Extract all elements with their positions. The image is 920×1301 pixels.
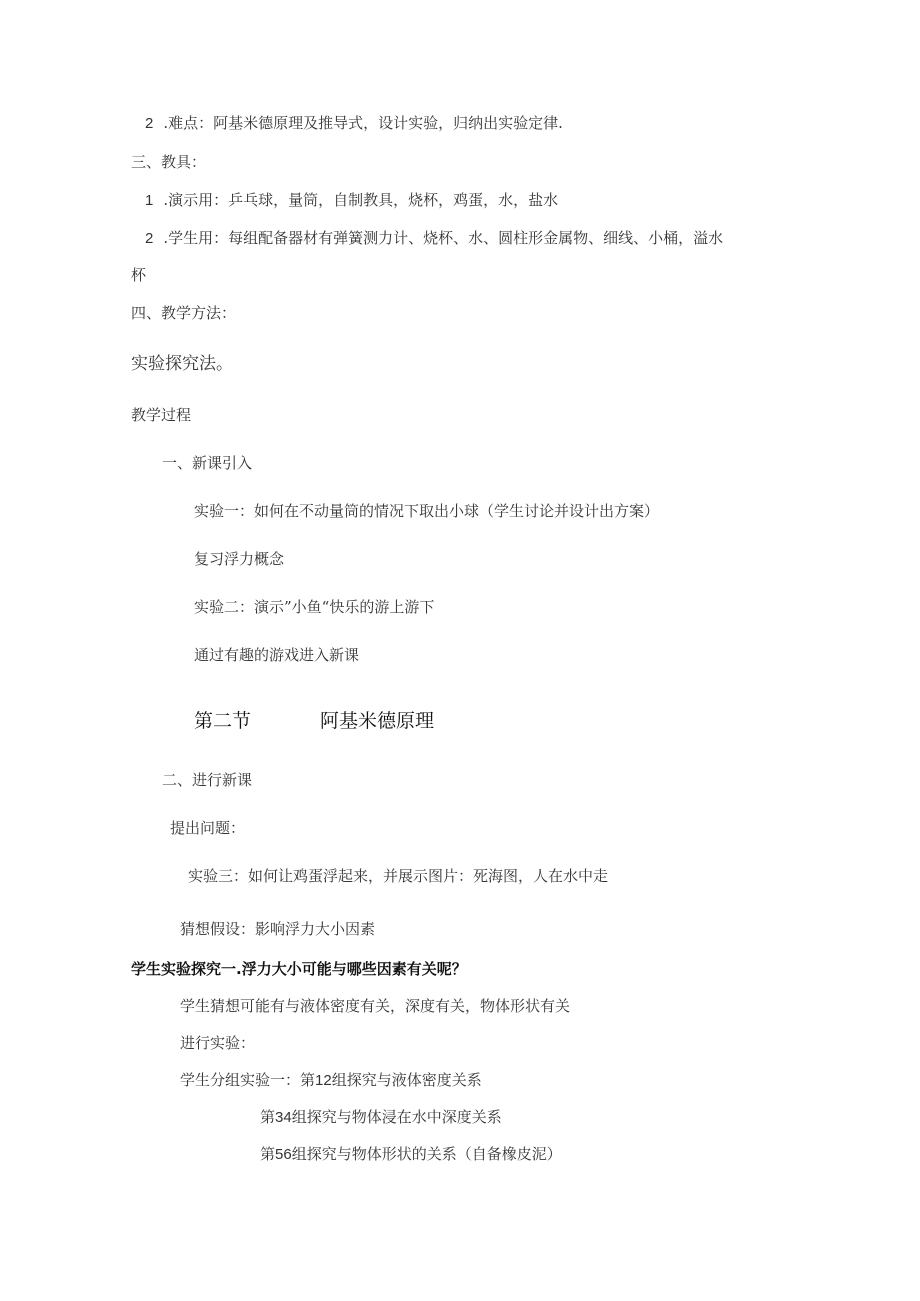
group-two-line (260, 1107, 502, 1128)
experiment-three: 实验三：如何让鸡蛋浮起来，并展示图片：死海图，人在水中走 (188, 867, 609, 885)
list-number: 2 (145, 115, 154, 132)
method-heading: 四、教学方法： (131, 304, 237, 322)
list-number: 2 (145, 230, 154, 247)
difficulty-line (145, 113, 563, 134)
difficulty-text: .难点：阿基米德原理及推导式，设计实验，归纳出实验定律. (163, 114, 563, 132)
group-one-prefix: 学生分组实验一：第 (180, 1071, 316, 1089)
hypothesis-line: 猜想假设：影响浮力大小因素 (180, 920, 376, 938)
intro-heading: 一、新课引入 (162, 454, 253, 472)
group-three-line (260, 1144, 562, 1165)
student-line-continued: 杯 (131, 266, 147, 284)
student-line (145, 228, 723, 249)
experiment-two: 实验二：演示”小鱼“快乐的游上游下 (194, 598, 435, 616)
review-line: 复习浮力概念 (194, 550, 285, 568)
process-heading: 教学过程 (131, 406, 192, 424)
list-number: 1 (145, 192, 154, 209)
group-three-suffix: 组探究与物体形状的关系（自备橡皮泥） (291, 1145, 562, 1163)
tools-heading: 三、教具： (131, 153, 207, 171)
section-number: 第二节 (194, 710, 252, 732)
demo-text: .演示用：乒乓球，量筒，自制教具，烧杯，鸡蛋，水，盐水 (163, 191, 559, 209)
game-line: 通过有趣的游戏进入新课 (194, 646, 360, 664)
conduct-line: 进行实验： (180, 1034, 256, 1052)
inquiry-heading: 学生实验探究一.浮力大小可能与哪些因素有关呢？ (131, 960, 467, 978)
demo-line (145, 190, 558, 211)
method-text: 实验探究法。 (131, 354, 233, 374)
section-title: 阿基米德原理 (320, 710, 435, 732)
group-two-suffix: 组探究与物体浸在水中深度关系 (291, 1108, 502, 1126)
group-one-number: 12 (315, 1072, 332, 1089)
student-text: .学生用：每组配备器材有弹簧测力计、烧杯、水、圆柱形金属物、细线、小桶，溢水 (163, 229, 724, 247)
group-two-number: 34 (275, 1109, 292, 1126)
group-one-suffix: 组探究与液体密度关系 (331, 1071, 482, 1089)
guess-line: 学生猜想可能有与液体密度有关，深度有关，物体形状有关 (180, 997, 571, 1015)
group-three-number: 56 (275, 1146, 292, 1163)
group-one-line (180, 1070, 482, 1091)
experiment-one: 实验一：如何在不动量筒的情况下取出小球（学生讨论并设计出方案） (194, 502, 660, 520)
new-lesson-heading: 二、进行新课 (162, 771, 253, 789)
group-three-prefix: 第 (260, 1145, 276, 1163)
group-two-prefix: 第 (260, 1108, 276, 1126)
question-line: 提出问题： (170, 819, 246, 837)
